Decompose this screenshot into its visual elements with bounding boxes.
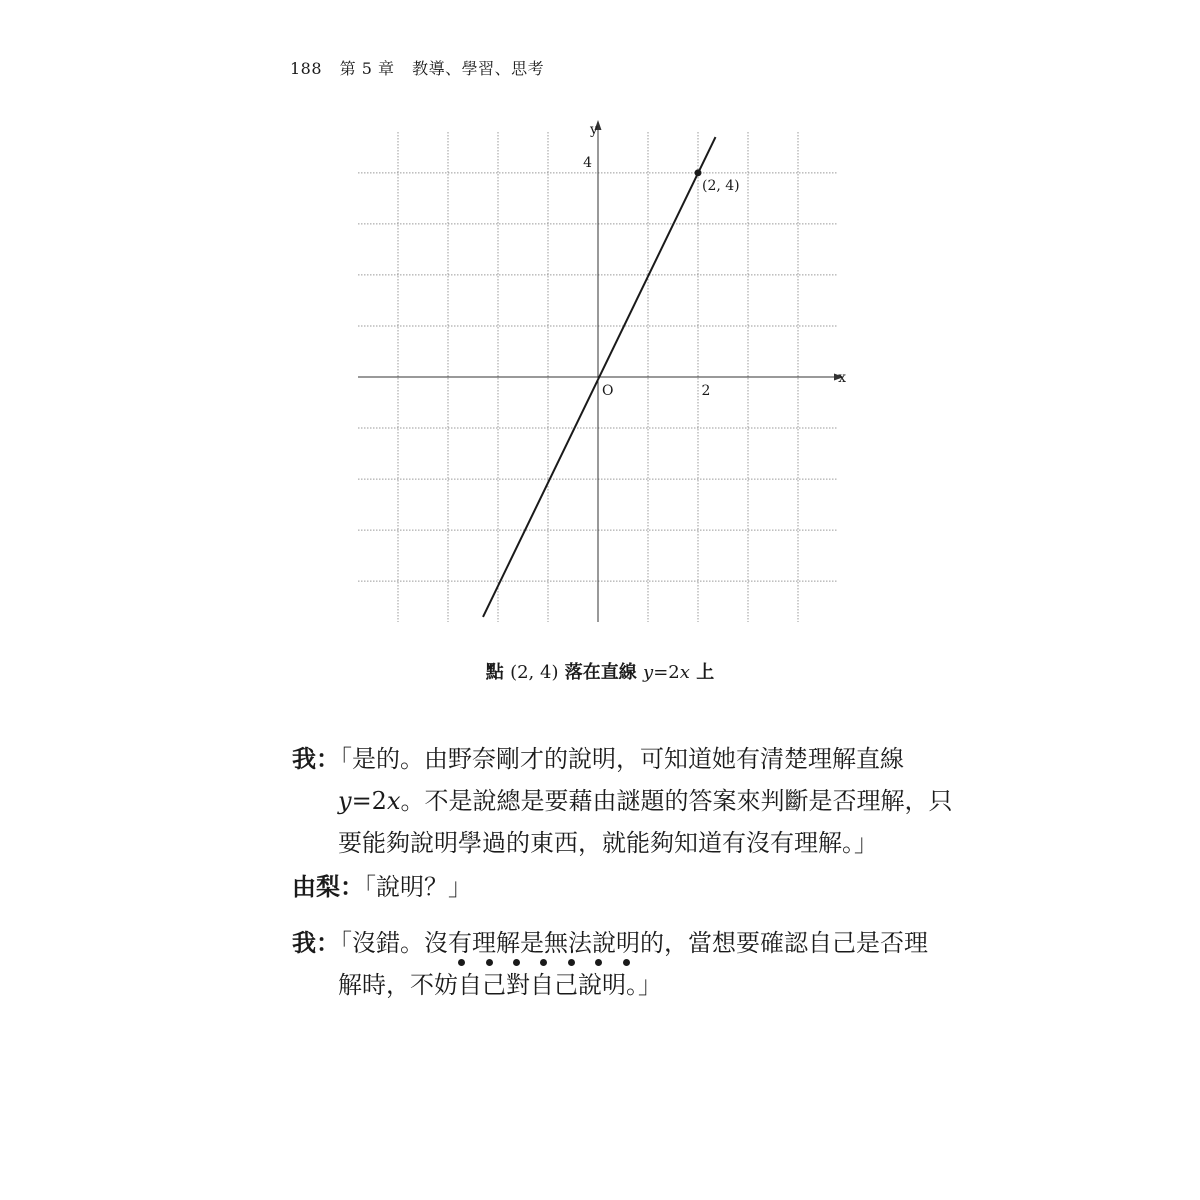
running-head — [290, 56, 556, 79]
dialogue-text: 「是的。由野奈剛才的說明，可知道她有清楚理解直線 — [340, 745, 904, 773]
page-number: 188 — [290, 59, 323, 78]
point-label: (2, 4) — [702, 177, 740, 194]
x-axis-label: x — [838, 370, 846, 386]
x-tick-label: 2 — [701, 383, 711, 399]
line-plot — [350, 116, 850, 626]
dialogue-turn-2 — [292, 866, 932, 908]
caption-suffix: 上 — [696, 662, 715, 683]
figure-caption — [0, 658, 1200, 684]
origin-label: O — [602, 383, 614, 399]
dialogue-text: 的，當想要確認自己是否理 — [640, 929, 928, 957]
plot-labels — [583, 122, 846, 399]
caption-eq-mid: =2 — [653, 662, 680, 683]
emphasized-text: 有理解是無法說明 — [448, 922, 640, 964]
chapter-number: 第 5 章 — [339, 59, 395, 78]
caption-eq-y: y — [643, 662, 654, 683]
dialogue-text: 要能夠說明學過的東西，就能夠知道有沒有理解。」 — [338, 829, 878, 857]
dialogue-text: 解時，不妨自己對自己說明。」 — [338, 971, 662, 999]
y-axis-label: y — [590, 122, 598, 138]
speaker-label: 我： — [292, 745, 340, 773]
speaker-label: 我： — [292, 929, 340, 957]
dialogue-text: 「說明？」 — [364, 873, 472, 901]
point-2-4 — [695, 169, 702, 176]
inline-eq-x: x — [386, 787, 401, 815]
caption-eq-x: x — [679, 662, 690, 683]
inline-eq-y: y — [338, 787, 352, 815]
y-tick-label: 4 — [583, 154, 592, 171]
speaker-label: 由梨： — [292, 873, 364, 901]
chapter-title: 教導、學習、思考 — [412, 59, 545, 78]
axes — [358, 120, 844, 622]
dialogue-turn-1 — [292, 738, 953, 864]
dialogue-turn-3 — [292, 922, 932, 1006]
emphasis-dots — [448, 958, 640, 966]
inline-eq-mid: =2 — [351, 787, 387, 815]
caption-prefix: 點 — [485, 662, 504, 683]
dialogue-text: 「沒錯。沒 — [340, 929, 448, 957]
caption-point: (2, 4) — [510, 662, 559, 683]
caption-middle: 落在直線 — [564, 662, 637, 683]
dialogue-text: 。不是說總是要藉由謎題的答案來判斷是否理解，只 — [400, 787, 953, 815]
